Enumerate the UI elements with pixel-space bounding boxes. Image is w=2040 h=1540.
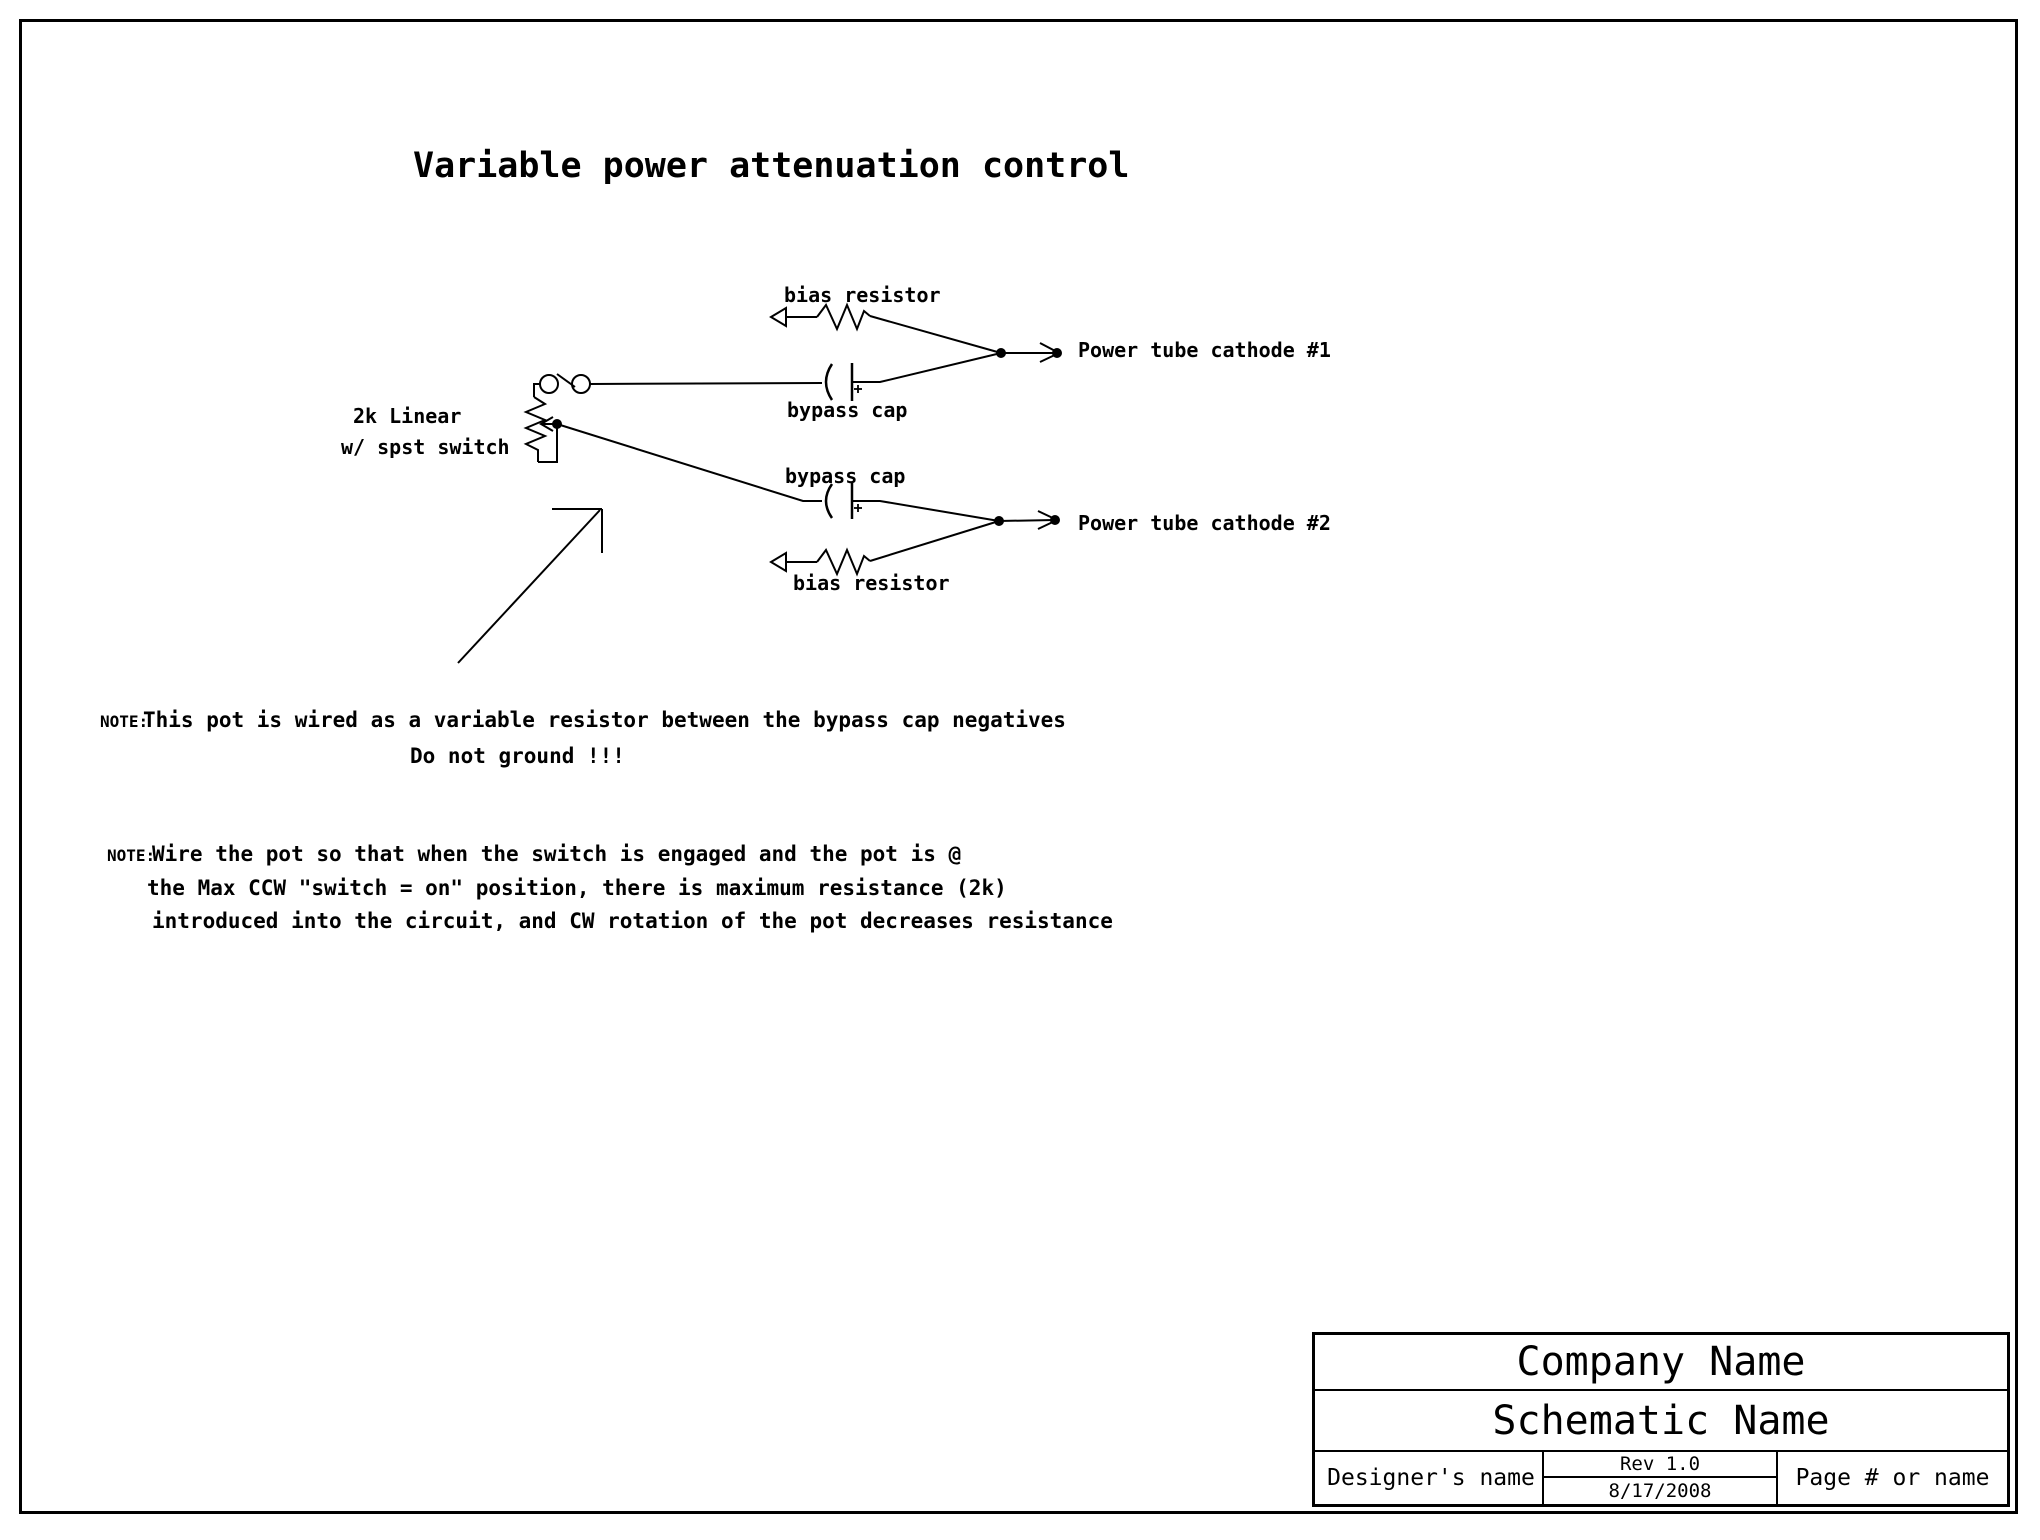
wire-switch-to-pot	[534, 384, 540, 397]
page-number-cell: Page # or name	[1795, 1465, 1990, 1491]
annotation-arrow	[458, 509, 602, 663]
wire-pot-bottom-to-wiper	[538, 427, 557, 462]
output1-tip-dot	[1053, 349, 1061, 357]
note1-prefix: NOTE:	[100, 712, 149, 731]
output2-tip-dot	[1051, 516, 1059, 524]
bias-resistor1-label: bias resistor	[784, 283, 941, 307]
output2-line	[999, 520, 1055, 521]
potentiometer-resistor-symbol	[526, 397, 545, 462]
schematic-name-cell: Schematic Name	[1315, 1391, 2007, 1452]
revision-cell: Rev 1.0	[1544, 1452, 1778, 1478]
plus-polarity-mark	[854, 504, 862, 512]
wire-switch-to-cap1	[590, 383, 822, 384]
wire-wiper-to-cap2	[557, 424, 822, 501]
bypass-cap1-label: bypass cap	[787, 398, 908, 422]
date-cell: 8/17/2008	[1544, 1478, 1778, 1504]
page-title: Variable power attenuation control	[413, 146, 1130, 186]
note1-line1: This pot is wired as a variable resistor between the bypass cap negatives	[143, 708, 1066, 732]
output2-label: Power tube cathode #2	[1078, 511, 1331, 535]
company-name-cell: Company Name	[1315, 1335, 2007, 1391]
note1-line2: Do not ground !!!	[410, 744, 625, 768]
plus-polarity-mark	[854, 385, 862, 393]
bypass-cap2-label: bypass cap	[785, 464, 906, 488]
note2-line3: introduced into the circuit, and CW rotation of the pot decreases resistance	[152, 909, 1113, 933]
note2-line2: the Max CCW "switch = on" position, there is maximum resistance (2k)	[147, 876, 1007, 900]
bias-resistor1-symbol	[771, 305, 1001, 353]
bias-resistor2-label: bias resistor	[793, 571, 950, 595]
wire-cap2-to-junction2	[852, 501, 999, 521]
spst-switch-symbol	[540, 374, 590, 393]
bias-resistor2-symbol	[771, 521, 999, 574]
note2-prefix: NOTE:	[107, 846, 156, 865]
pot-label-line1: 2k Linear	[353, 404, 462, 428]
note2-line1: Wire the pot so that when the switch is engaged and the pot is @	[152, 842, 962, 866]
output1-label: Power tube cathode #1	[1078, 338, 1331, 362]
wire-cap1-to-junction1	[852, 353, 1001, 382]
pot-label-line2: w/ spst switch	[341, 435, 510, 459]
title-block	[1312, 1332, 2010, 1507]
designer-name-cell: Designer's name	[1315, 1452, 1544, 1504]
